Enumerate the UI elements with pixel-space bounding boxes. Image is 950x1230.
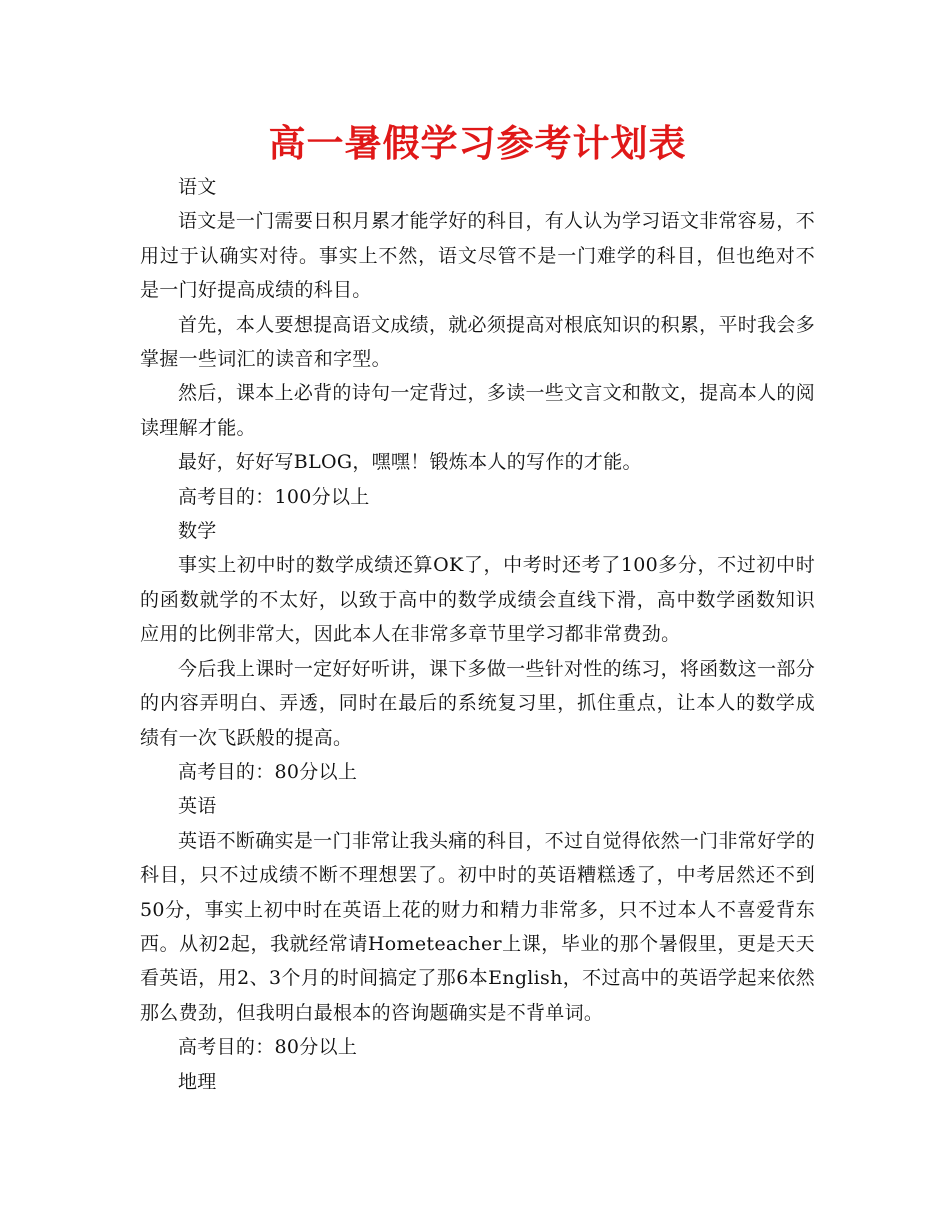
paragraph: 首先，本人要想提高语文成绩，就必须提高对根底知识的积累，平时我会多掌握一些词汇的读音和字型。: [140, 313, 815, 371]
section-heading-geography: 地理: [178, 1070, 217, 1093]
goal-line: 高考目的：80分以上: [178, 760, 358, 783]
paragraph: 英语不断确实是一门非常让我头痛的科目，不过自觉得依然一门非常好学的科目，只不过成绩不断不理想罢了。初中时的英语糟糕透了，中考居然还不到50分，事实上初中时在英语上花的财力和精力非常多，只不过本人不喜爱背东西。从初2起，我就经常请Hometeacher上课，毕业的那个暑假里，更是天天看英语，用2、3个月的时间搞定了那6本English，不过高中的英语学起来依然那么费劲，但我明白最根本的咨询题确实是不背单词。: [140, 829, 815, 1024]
paragraph: 语文是一门需要日积月累才能学好的科目，有人认为学习语文非常容易，不用过于认确实对待。事实上不然，语文尽管不是一门难学的科目，但也绝对不是一门好提高成绩的科目。: [140, 210, 815, 302]
goal-line: 高考目的：80分以上: [178, 1036, 358, 1059]
paragraph: 事实上初中时的数学成绩还算OK了，中考时还考了100多分，不过初中时的函数就学的不太好，以致于高中的数学成绩会直线下滑，高中数学函数知识应用的比例非常大，因此本人在非常多章节里学习都非常费劲。: [140, 554, 815, 646]
paragraph: 今后我上课时一定好好听讲，课下多做一些针对性的练习，将函数这一部分的内容弄明白、弄透，同时在最后的系统复习里，抓住重点，让本人的数学成绩有一次飞跃般的提高。: [140, 657, 815, 749]
document-page: [140, 118, 815, 1099]
paragraph: 最好，好好写BLOG，嘿嘿！锻炼本人的写作的才能。: [178, 451, 642, 474]
paragraph: 然后，课本上必背的诗句一定背过，多读一些文言文和散文，提高本人的阅读理解才能。: [140, 382, 815, 439]
document-title: 高一暑假学习参考计划表: [268, 122, 687, 165]
section-heading-english: 英语: [178, 795, 217, 818]
section-heading-math: 数学: [178, 520, 217, 543]
section-heading-chinese: 语文: [178, 176, 217, 198]
goal-line: 高考目的：100分以上: [178, 485, 370, 508]
